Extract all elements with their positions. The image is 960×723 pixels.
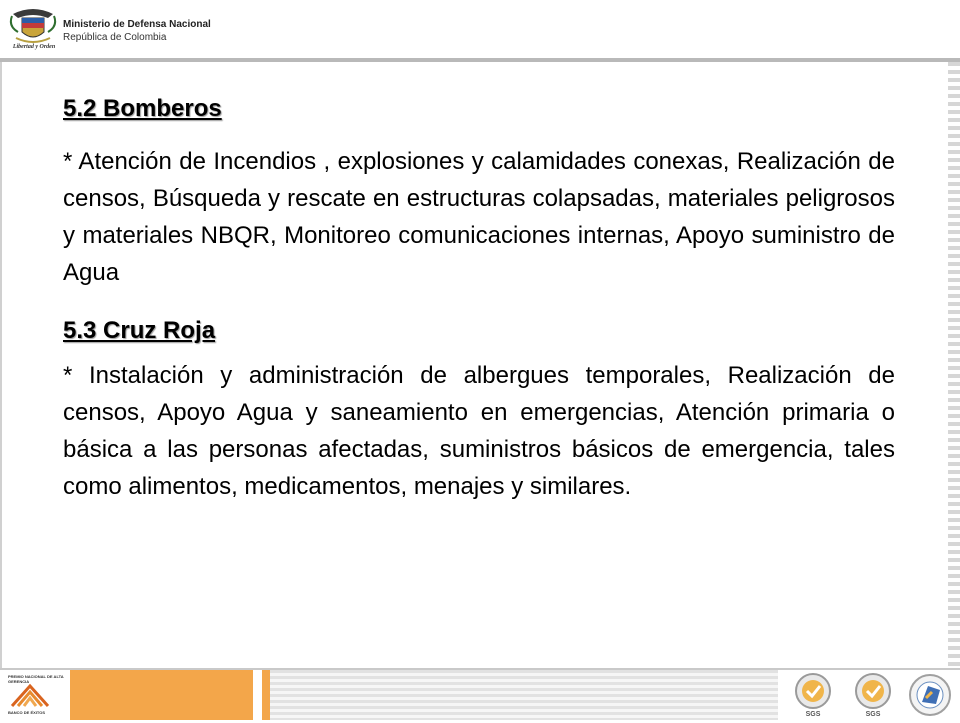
header-divider <box>0 58 960 62</box>
banco-exitos-text: BANCO DE ÉXITOS <box>8 710 46 715</box>
sgs-certification-badge-1 <box>788 672 838 718</box>
section-title-cruz-roja: 5.3 Cruz Roja <box>63 317 216 344</box>
banco-exitos-icon <box>10 682 50 708</box>
footer-stripes <box>270 670 778 720</box>
banco-de-exitos-logo <box>6 672 66 718</box>
right-decorative-strip <box>948 62 960 668</box>
sgs-certification-badge-2 <box>848 672 898 718</box>
award-caption: PREMIO NACIONAL DE ALTA GERENCIA <box>8 674 64 684</box>
sgs-label: SGS <box>805 711 821 718</box>
footer-orange-bar <box>70 670 253 720</box>
crest-motto: Libertad y Orden <box>12 44 56 50</box>
slide-header <box>0 0 960 62</box>
sgs-label: SGS <box>865 711 881 718</box>
footer-orange-accent <box>262 670 270 720</box>
checkmark-seal-icon <box>848 672 898 710</box>
slide-content <box>63 95 895 505</box>
republic-name: República de Colombia <box>63 32 167 43</box>
left-border <box>0 62 2 668</box>
section-title-bomberos: 5.2 Bomberos <box>63 95 222 122</box>
section-body-bomberos: * Atención de Incendios , explosiones y calamidades conexas, Realización de censos, Búsqueda y rescate en estructuras colapsadas, materiales peligrosos y materiales NBQR, Monitoreo comunicaciones internas, Apoyo suministro de Agua <box>63 148 895 286</box>
slide-footer <box>0 668 960 720</box>
quality-seal-icon <box>906 672 954 718</box>
ministry-name: Ministerio de Defensa Nacional <box>63 19 211 30</box>
section-body-cruz-roja: * Instalación y administración de albergues temporales, Realización de censos, Apoyo Agua y saneamiento en emergencias, Atención primaria o básica a las personas afectadas, suministros básicos de emergencia, tales como alimentos, medicamentos, menajes y similares. <box>63 362 895 500</box>
quality-seal-badge <box>906 672 954 718</box>
checkmark-seal-icon <box>788 672 838 710</box>
